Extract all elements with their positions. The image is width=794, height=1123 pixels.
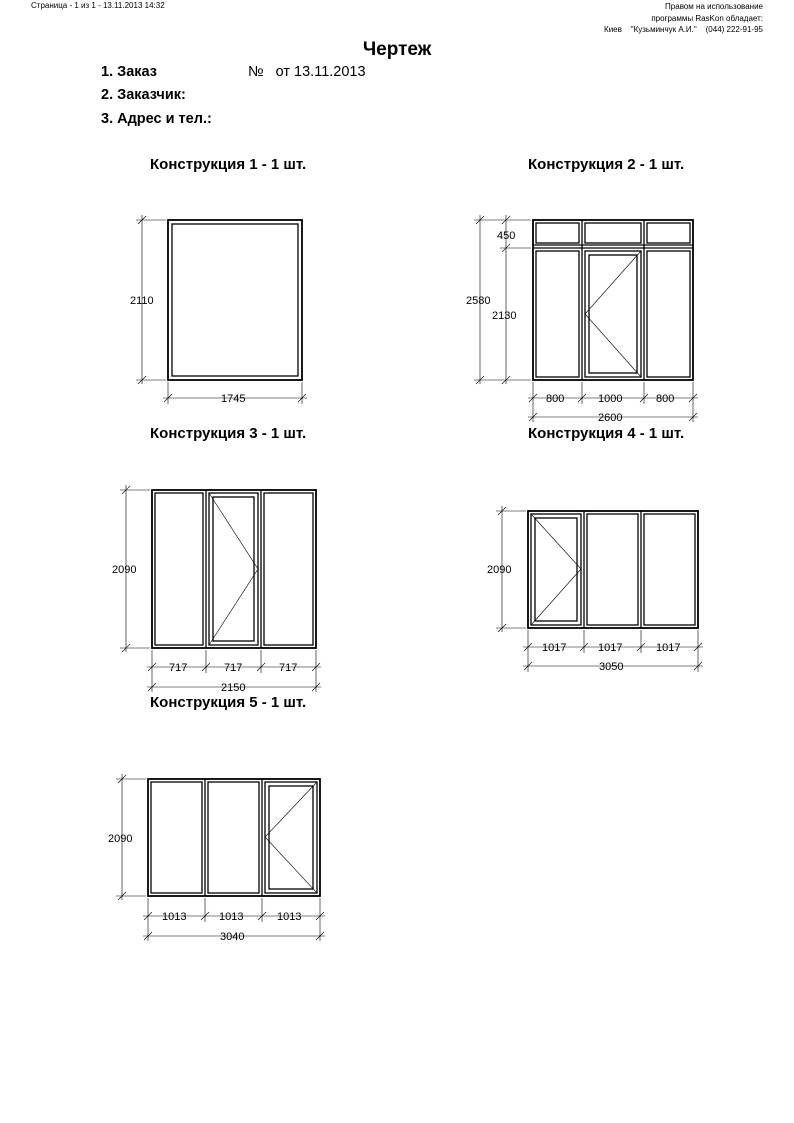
c2-total-width: 2600 [598, 412, 623, 424]
c5-total-width: 3040 [220, 931, 245, 943]
rights-line-1: Правом на использование [665, 2, 763, 11]
c5-width-3: 1013 [277, 911, 302, 923]
address-label: 3. Адрес и тел.: [101, 111, 212, 127]
c3-height-label: 2090 [112, 564, 137, 576]
construction-5-title: Конструкция 5 - 1 шт. [150, 694, 307, 711]
construction-3-title: Конструкция 3 - 1 шт. [150, 425, 307, 442]
c4-width-1: 1017 [542, 642, 567, 654]
construction-4-drawing [487, 506, 703, 673]
c3-width-1: 717 [169, 662, 188, 674]
customer-label: 2. Заказчик: [101, 87, 186, 103]
c5-height-label: 2090 [108, 833, 133, 845]
construction-3-drawing [112, 485, 321, 694]
c2-height-part-bottom: 2130 [492, 310, 517, 322]
construction-5-drawing [108, 774, 325, 943]
c3-width-2: 717 [224, 662, 243, 674]
construction-4-title: Конструкция 4 - 1 шт. [528, 425, 685, 442]
page-info: Страница - 1 из 1 - 13.11.2013 14:32 [31, 1, 165, 10]
c2-width-1: 800 [546, 393, 565, 405]
c5-width-2: 1013 [219, 911, 244, 923]
c2-height-part-top: 450 [497, 230, 516, 242]
c3-total-width: 2150 [221, 682, 246, 694]
c3-width-3: 717 [279, 662, 298, 674]
construction-2-drawing [466, 215, 698, 424]
c2-height-label: 2580 [466, 295, 491, 307]
rights-line-3: Киев "Кузьминчук А.И." (044) 222-91-95 [604, 25, 763, 34]
c2-width-3: 800 [656, 393, 675, 405]
c4-width-3: 1017 [656, 642, 681, 654]
c1-height-label: 2110 [130, 295, 154, 307]
construction-1-drawing [130, 215, 307, 405]
c4-height-label: 2090 [487, 564, 512, 576]
order-number: № от 13.11.2013 [248, 64, 366, 80]
c2-width-2: 1000 [598, 393, 623, 405]
c5-width-1: 1013 [162, 911, 187, 923]
c1-width-label: 1745 [221, 393, 246, 405]
c4-width-2: 1017 [598, 642, 623, 654]
c4-total-width: 3050 [599, 661, 624, 673]
page-title: Чертеж [362, 39, 432, 60]
rights-line-2: программы RasKon обладает: [651, 13, 763, 23]
order-label: 1. Заказ [101, 64, 157, 80]
construction-2-title: Конструкция 2 - 1 шт. [528, 156, 685, 173]
construction-1-title: Конструкция 1 - 1 шт. [150, 156, 307, 173]
